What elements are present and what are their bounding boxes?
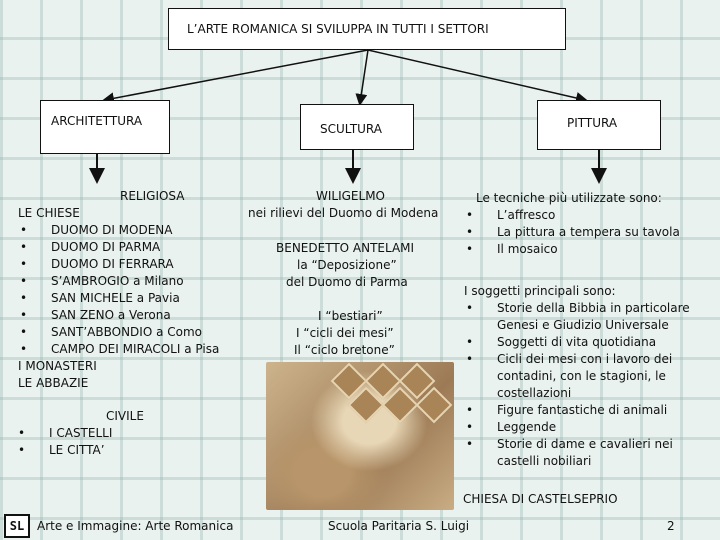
page-title: L’ARTE ROMANICA SI SVILUPPA IN TUTTI I SETTORI	[187, 22, 489, 36]
pittura-label: PITTURA	[567, 116, 618, 130]
list-item: • L’affresco	[464, 207, 690, 224]
list-item: • LE CITTA’	[16, 442, 176, 459]
architettura-label: ARCHITETTURA	[51, 114, 143, 128]
civile-list	[16, 425, 176, 459]
wiligelmo-label: WILIGELMO	[316, 189, 385, 203]
arrow-to-pittura	[368, 50, 585, 100]
antelami-desc-2: del Duomo di Parma	[286, 275, 408, 289]
scultura-label: SCULTURA	[320, 122, 382, 136]
chiesa-castelseprio: CHIESA DI CASTELSEPRIO	[463, 492, 618, 506]
list-item: • Storie della Bibbia in particolare Genesi e Giudizio Universale	[464, 300, 690, 334]
ciclo-bretone-label: Il “ciclo bretone”	[294, 343, 395, 357]
page-number: 2	[667, 519, 675, 533]
list-item: • I CASTELLI	[16, 425, 176, 442]
religiosa-heading: RELIGIOSA	[120, 189, 185, 203]
list-item: • La pittura a tempera su tavola	[464, 224, 690, 241]
chiese-heading: LE CHIESE	[18, 206, 80, 220]
architettura-box	[40, 100, 170, 154]
list-item: • SAN MICHELE a Pavia	[18, 290, 248, 307]
soggetti-heading: I soggetti principali sono:	[464, 284, 616, 298]
school-logo: SL	[4, 514, 30, 538]
civile-heading: CIVILE	[106, 409, 144, 423]
list-item: • DUOMO DI FERRARA	[18, 256, 248, 273]
monasteri-label: I MONASTERI	[18, 359, 97, 373]
list-item: • Storie di dame e cavalieri nei castelli nobiliari	[464, 436, 690, 470]
footer-left: Arte e Immagine: Arte Romanica	[37, 519, 234, 533]
list-item: • Cicli dei mesi con i lavoro dei contadini, con le stagioni, le costellazioni	[464, 351, 690, 402]
list-item: • SANT’ABBONDIO a Como	[18, 324, 248, 341]
list-item: • Leggende	[464, 419, 690, 436]
list-item: • DUOMO DI PARMA	[18, 239, 248, 256]
bestiari-label: I “bestiari”	[318, 309, 383, 323]
chiese-list	[18, 222, 248, 358]
cicli-mesi-label: I “cicli dei mesi”	[296, 326, 394, 340]
list-item: • Il mosaico	[464, 241, 690, 258]
title-box	[168, 8, 566, 50]
antelami-label: BENEDETTO ANTELAMI	[276, 241, 415, 255]
tecniche-list	[464, 207, 690, 258]
wiligelmo-desc: nei rilievi del Duomo di Modena	[248, 206, 439, 220]
list-item: • DUOMO DI MODENA	[18, 222, 248, 239]
list-item: • Soggetti di vita quotidiana	[464, 334, 690, 351]
capital-sculpture-photo	[266, 362, 454, 510]
list-item: • Figure fantastiche di animali	[464, 402, 690, 419]
antelami-desc-1: la “Deposizione”	[297, 258, 397, 272]
arrow-to-scultura	[360, 50, 368, 103]
list-item: • SAN ZENO a Verona	[18, 307, 248, 324]
soggetti-list	[464, 300, 690, 470]
scultura-box	[300, 104, 414, 150]
footer-center: Scuola Paritaria S. Luigi	[328, 519, 470, 533]
tecniche-heading: Le tecniche più utilizzate sono:	[476, 191, 662, 205]
pittura-box	[537, 100, 661, 150]
list-item: • CAMPO DEI MIRACOLI a Pisa	[18, 341, 248, 358]
list-item: • S’AMBROGIO a Milano	[18, 273, 248, 290]
arrow-to-architettura	[105, 50, 368, 100]
abbazie-label: LE ABBAZIE	[18, 376, 89, 390]
